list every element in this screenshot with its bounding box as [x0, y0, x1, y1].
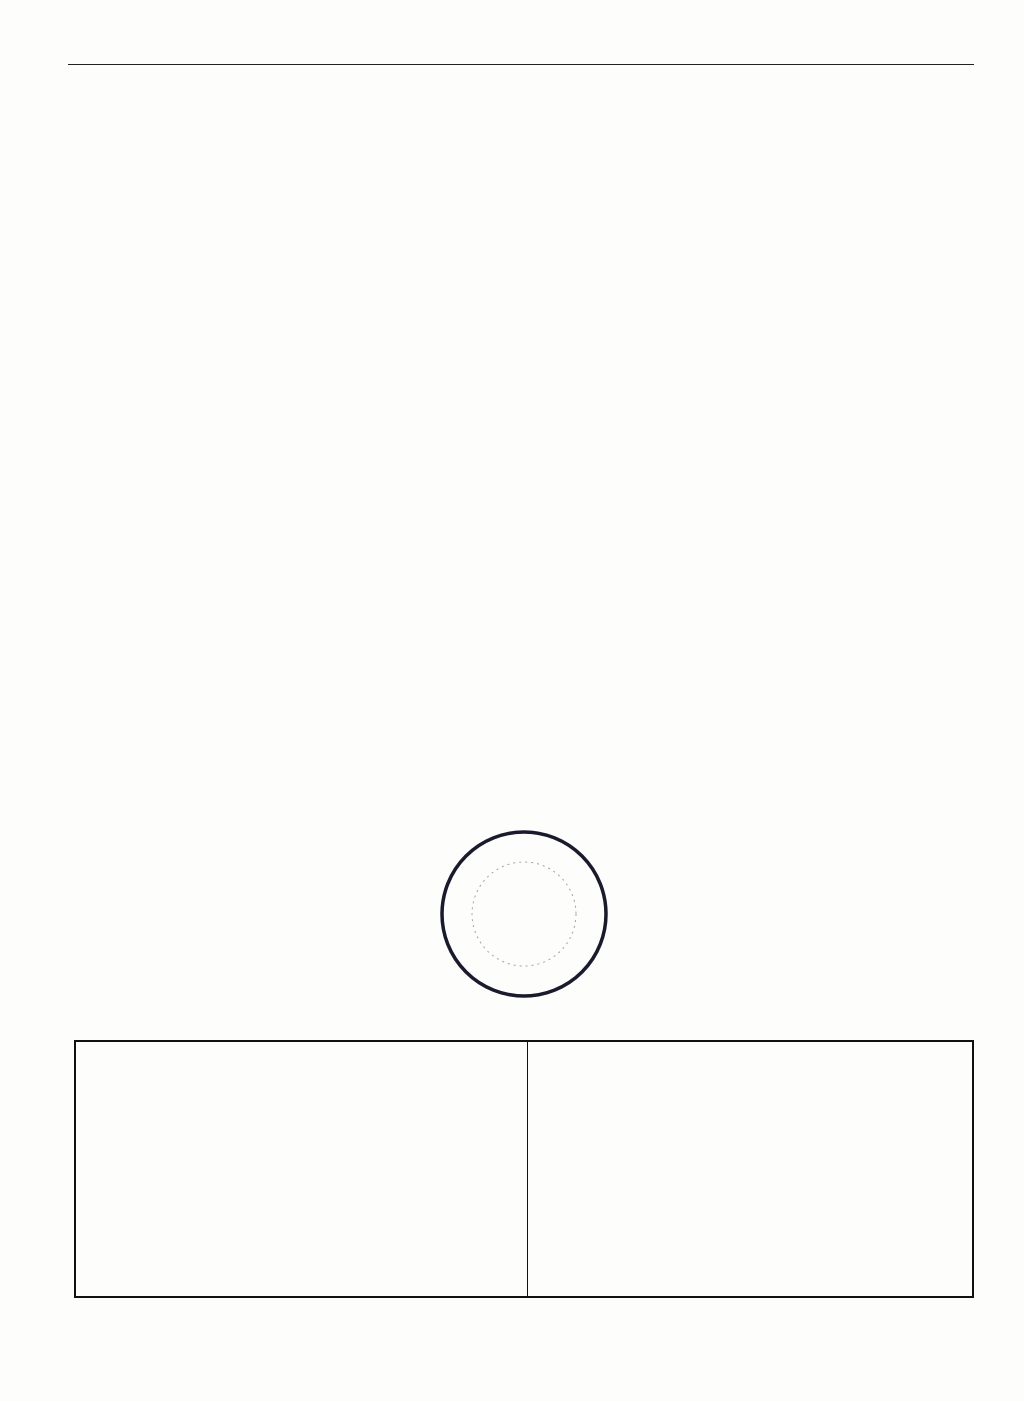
museum-stamp-icon [436, 826, 612, 1002]
masthead-box [74, 1040, 974, 1298]
table-of-contents [68, 54, 974, 65]
page-footer [74, 1330, 118, 1347]
editorial-board [76, 1042, 528, 1296]
stamp-inner-ring [472, 862, 576, 966]
impressum [528, 1042, 972, 1296]
toc-bottom-rule [68, 64, 974, 65]
stamp-outer-ring [442, 832, 606, 996]
